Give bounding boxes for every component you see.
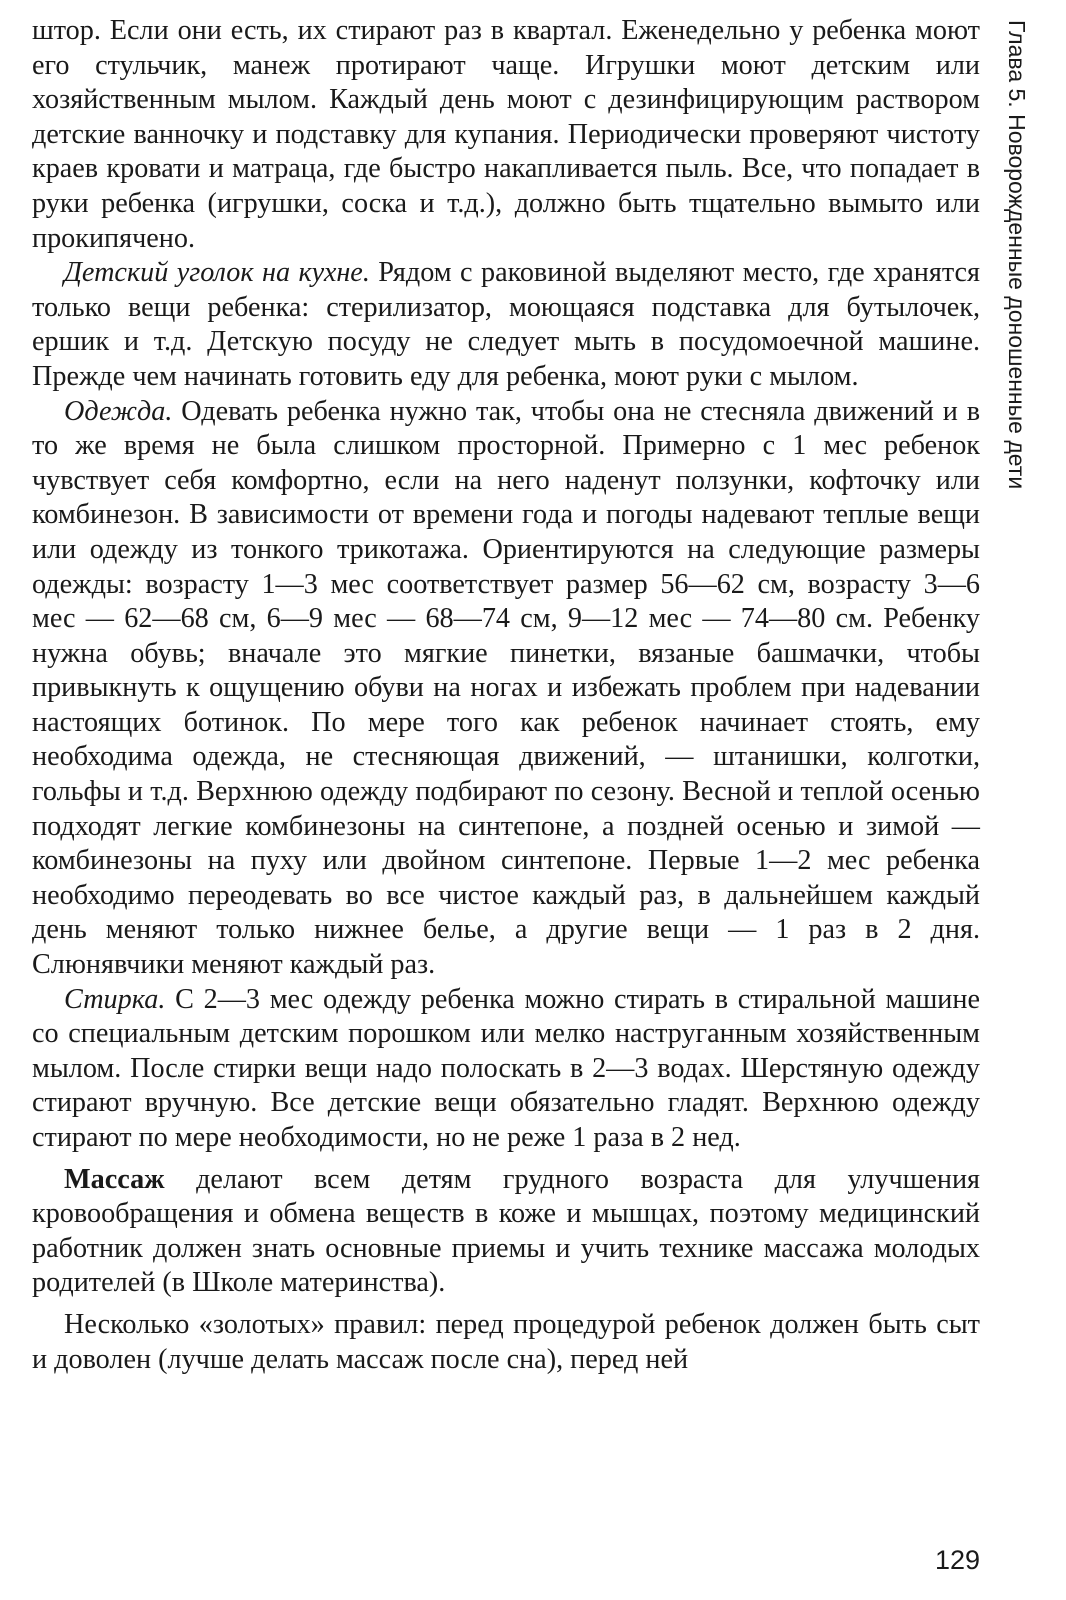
paragraph-clothing-lead: Одежда.	[64, 395, 173, 427]
paragraph-1	[32, 14, 980, 256]
paragraph-washing-text: С 2—3 мес одежду ребенка можно стирать в стиральной машине со специальным детским порошком или мелко наструганным хозяйственным мылом. После стирки вещи надо полоскать в 2—3 водах. Шерстяную одежду стирают вручную. Все детские вещи обязательно гладят. Верхнюю одежду стирают по мере необходимости, но не реже 1 раза в 2 нед.	[32, 983, 980, 1153]
running-head: Глава 5. Новорожденные доношенные дети	[1004, 20, 1030, 490]
paragraph-kitchen-corner	[32, 256, 980, 394]
paragraph-clothing-text: Одевать ребенка нужно так, чтобы она не стесняла движений и в то же время не была слишком просторной. Примерно с 1 мес ребенок чувствует себя комфортно, если на него наденут ползунки, кофточку или комбинезон. В зависимости от времени года и погоды надевают теплые вещи или одежду из тонкого трикотажа. Ориентируются на следующие размеры одежды: возрасту 1—3 мес соответствует размер 56—62 см, возрасту 3—6 мес — 62—68 см, 6—9 мес — 68—74 см, 9—12 мес — 74—80 см. Ребенку нужна обувь; вначале это мягкие пинетки, вязаные башмачки, чтобы привыкнуть к ощущению обуви на ногах и избежать проблем при надевании настоящих ботинок. По мере того как ребенок начинает стоять, ему необходима одежда, не стесняющая движений, — штанишки, колготки, гольфы и т.д. Верхнюю одежду подбирают по сезону. Весной и теплой осенью подходят легкие комбинезоны на синтепоне, а поздней осенью и зимой — комбинезоны на пуху или двойном синтепоне. Первые 1—2 мес ребенка необходимо переодевать во все чистое каждый раз, в дальнейшем каждый день меняют только нижнее белье, а другие вещи — 1 раз в 2 дня. Слюнявчики меняют каждый раз.	[32, 395, 980, 981]
paragraph-golden-rules-text: Несколько «золотых» правил: перед процедурой ребенок должен быть сыт и доволен (лучше делать массаж после сна), перед ней	[32, 1308, 980, 1375]
paragraph-kitchen-corner-lead: Детский уголок на кухне.	[64, 257, 370, 289]
paragraph-golden-rules	[32, 1308, 980, 1377]
paragraph-washing	[32, 983, 980, 1156]
paragraph-massage	[32, 1163, 980, 1301]
page-number: 129	[934, 1545, 980, 1575]
paragraph-washing-lead: Стирка.	[64, 983, 166, 1015]
paragraph-1-text: штор. Если они есть, их стирают раз в квартал. Еженедельно у ребенка моют его стульчик, манеж протирают чаще. Игрушки моют детским или хозяйственным мылом. Каждый день моют с дезинфицирующим раствором детские ванночку и подставку для купания. Периодически проверяют чистоту краев кровати и матраца, где быстро накапливается пыль. Все, что попадает в руки ребенка (игрушки, соска и т.д.), должно быть тщательно вымыто или прокипячено.	[32, 15, 980, 254]
paragraph-clothing	[32, 395, 980, 983]
paragraph-massage-lead: Массаж	[64, 1163, 165, 1195]
page-body	[32, 14, 980, 1377]
paragraph-massage-text: делают всем детям грудного возраста для улучшения кровообращения и обмена веществ в коже и мышцах, поэтому медицинский работник должен знать основные приемы и учить технике массажа молодых родителей (в Школе материнства).	[32, 1163, 980, 1299]
paragraph-kitchen-corner-text: Рядом с раковиной выделяют место, где хранятся только вещи ребенка: стерилизатор, моющаяся подставка для бутылочек, ершик и т.д. Детскую посуду не следует мыть в посудомоечной машине. Прежде чем начинать готовить еду для ребенка, моют руки с мылом.	[32, 257, 980, 392]
